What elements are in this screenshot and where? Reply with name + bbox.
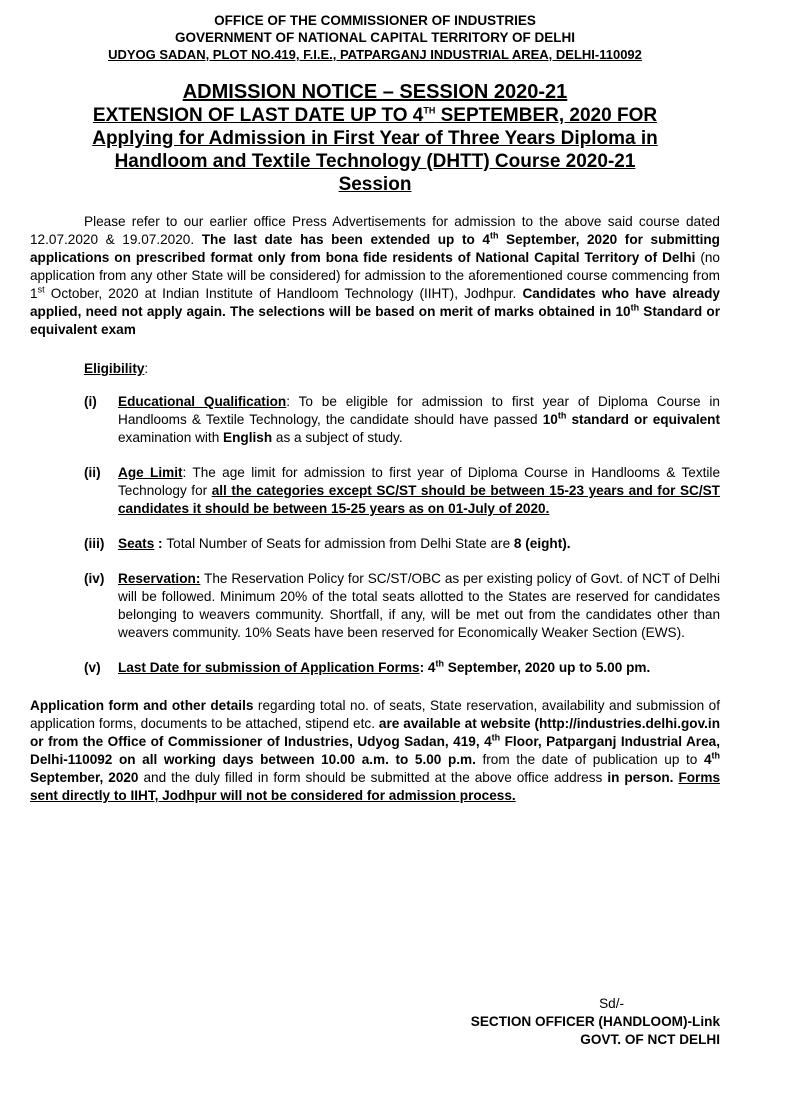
item-heading: Reservation: [118,571,201,586]
item-text [118,659,720,677]
intro-text-2b: October, 2020 at Indian Institute of Handloom Technology (IIHT), Jodhpur. [44,286,523,301]
item-text [118,393,720,447]
notice-title: ADMISSION NOTICE – SESSION 2020-21 [182,81,568,103]
item-bold-1: 10 [542,412,558,427]
signature-designation: SECTION OFFICER (HANDLOOM)-Link [470,1014,720,1029]
intro-sup-3: th [630,302,640,313]
eligibility-label: Eligibility [84,361,145,376]
intro-sup-1: th [489,230,499,241]
office-header [30,12,720,63]
item-text-3: as a subject of study. [272,430,403,445]
item-text [118,570,720,642]
tail-bold-3b: September, 2020 [30,770,139,785]
intro-sup-2: st [37,284,45,295]
header-line-office: OFFICE OF THE COMMISSIONER OF INDUSTRIES [214,13,536,28]
tail-bold-4: in person. [607,770,674,785]
intro-bold-2: Candidates who have already applied, need not apply again. The selections will be based on merit of marks obtained in 10 [30,286,720,319]
tail-bold-1: Application form and other details [30,698,254,713]
item-sup: th [435,658,444,669]
item-number: (v) [84,660,101,675]
intro-paragraph [30,213,720,339]
intro-text-2: (no application from any other State will be considered) for admission to the aforementioned course commencing from 1 [30,250,720,301]
intro-bold-2b: Standard or equivalent exam [30,304,720,337]
tail-sup-1: th [491,732,501,743]
signature-sd: Sd/- [599,996,624,1011]
notice-subtitle-3: Handloom and Textile Technology (DHTT) Course 2020-21 [114,151,636,172]
eligibility-colon: : [144,361,149,376]
notice-subtitle-1 [30,104,720,127]
tail-sup-2: th [711,750,721,761]
tail-bold-2b: Floor, Patparganj Industrial Area, Delhi-110092 on all working days between 10.00 a.m. to 5.00 p.m. [30,734,720,767]
intro-text-1: Please refer to our earlier office Press Advertisements for admission to the above said course dated 12.07.2020 & 19.07.2020. [30,214,720,247]
intro-bold-1: The last date has been extended up to 4 [201,232,490,247]
item-colon: : [154,536,167,551]
item-number: (i) [84,394,97,409]
eligibility-item-age-limit [84,464,720,518]
eligibility-item-qualification [84,393,720,447]
item-number: (iv) [84,571,105,586]
item-text-1: : 4 [419,660,436,675]
item-number: (ii) [84,465,101,480]
item-bold-1: 8 (eight). [513,536,571,551]
application-details-paragraph [30,697,720,805]
item-text-1: : To be eligible for admission to first year of Diploma Course in Handlooms & Textile Technology, the candidate should have passed [118,394,720,427]
item-bold-underline: all the categories except SC/ST should be between 15-23 years and for SC/ST candidates it should be between 15-25 years as on 01-July of 2020. [118,483,720,516]
item-sup: th [557,410,567,421]
item-text [118,535,720,553]
item-text-2: September, 2020 up to 5.00 pm. [444,660,651,675]
item-heading: Educational Qualification [118,394,287,409]
notice-subtitle-2: Applying for Admission in First Year of Three Years Diploma in [92,128,658,149]
subtitle-1-text: EXTENSION OF LAST DATE UP TO 4 [92,105,424,126]
item-text [118,464,720,518]
intro-bold-1b: September, 2020 for submitting applications on prescribed format only from bona fide residents of National Capital Territory of Delhi [30,232,720,265]
eligibility-item-reservation [84,570,720,642]
tail-text-3: and the duly filled in form should be submitted at the above office address [138,770,608,785]
item-text-1: Total Number of Seats for admission from Delhi State are [166,536,514,551]
eligibility-item-seats [84,535,720,553]
signature-block [471,995,720,1049]
item-heading: Seats [118,536,155,551]
subtitle-1-sup: TH [423,105,436,116]
tail-bold-2: are available at website (http://industries.delhi.gov.in or from the Office of Commissioner of Industries, Udyog Sadan, 419, 4 [30,716,720,749]
signature-department: GOVT. OF NCT DELHI [580,1032,720,1047]
item-text-2: examination with [118,430,224,445]
item-text-1: The Reservation Policy for SC/ST/OBC as per existing policy of Govt. of NCT of Delhi will be followed. Minimum 20% of the total seats allotted to the States are reserved for candidates belonging to weavers community. Shortfall, if any, will be met out from the candidates other than weavers community. 10% Seats have been reserved for Economically Weaker Section (EWS). [118,571,720,640]
item-number: (iii) [84,536,105,551]
item-bold-2: English [223,430,273,445]
item-heading: Age Limit [118,465,183,480]
header-line-address: UDYOG SADAN, PLOT NO.419, F.I.E., PATPARGANJ INDUSTRIAL AREA, DELHI-110092 [108,47,642,62]
tail-bold-underline: Forms sent directly to IIHT, Jodhpur will not be considered for admission process. [30,770,720,803]
item-text-1: : The age limit for admission to first year of Diploma Course in Handlooms & Textile Technology for [118,465,720,498]
tail-text-2: from the date of publication up to [475,752,704,767]
subtitle-1-text-end: SEPTEMBER, 2020 FOR [435,105,658,126]
notice-subtitle-4: Session [338,174,412,195]
item-heading: Last Date for submission of Application Forms [118,660,420,675]
header-line-government: GOVERNMENT OF NATIONAL CAPITAL TERRITORY OF DELHI [174,30,575,45]
eligibility-item-last-date [84,659,720,677]
tail-text-1: regarding total no. of seats, State reservation, availability and submission of application forms, documents to be attached, stipend etc. [30,698,720,731]
tail-bold-3: 4 [703,752,712,767]
item-bold-1b: standard or equivalent [566,412,720,427]
eligibility-heading [84,361,720,376]
